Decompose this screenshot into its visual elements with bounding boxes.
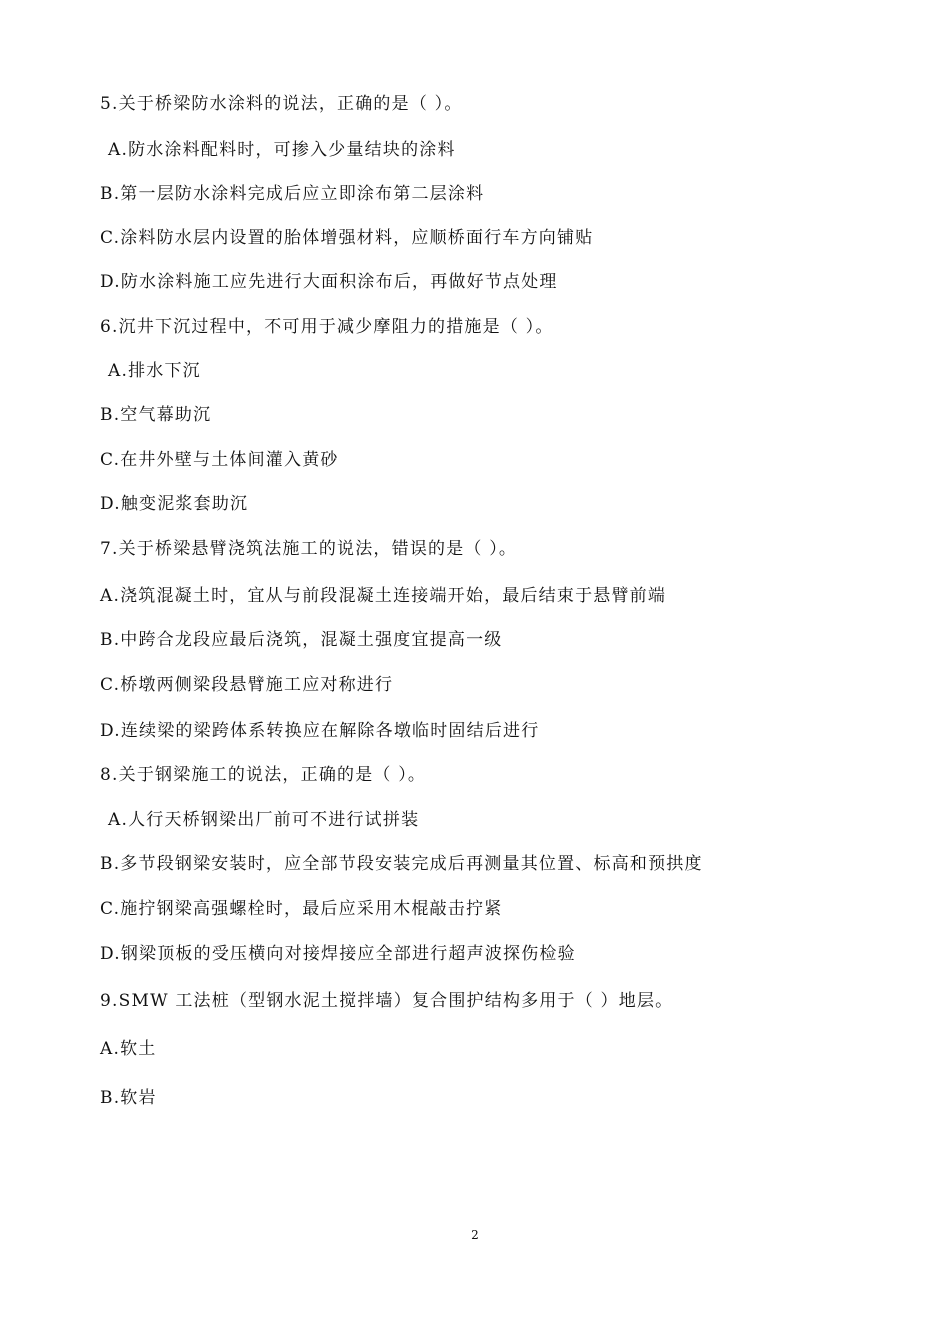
question-5-stem: 5.关于桥梁防水涂料的说法，正确的是（ ）。 bbox=[100, 94, 463, 114]
question-7-option-a: A.浇筑混凝土时，宜从与前段混凝土连接端开始，最后结束于悬臂前端 bbox=[100, 586, 667, 606]
question-7-option-c: C.桥墩两侧梁段悬臂施工应对称进行 bbox=[100, 675, 394, 695]
question-6-option-d: D.触变泥浆套助沉 bbox=[100, 494, 249, 514]
question-7-option-d: D.连续梁的梁跨体系转换应在解除各墩临时固结后进行 bbox=[100, 721, 540, 741]
question-8-option-c: C.施拧钢梁高强螺栓时，最后应采用木棍敲击拧紧 bbox=[100, 899, 503, 919]
question-5-option-a: A.防水涂料配料时，可掺入少量结块的涂料 bbox=[108, 140, 456, 160]
question-8-stem: 8.关于钢梁施工的说法，正确的是（ ）。 bbox=[100, 765, 427, 785]
question-7-option-b: B.中跨合龙段应最后浇筑，混凝土强度宜提高一级 bbox=[100, 630, 503, 650]
question-5-option-b: B.第一层防水涂料完成后应立即涂布第二层涂料 bbox=[100, 184, 485, 204]
question-9-stem: 9.SMW 工法桩（型钢水泥土搅拌墙）复合围护结构多用于（ ）地层。 bbox=[100, 991, 674, 1011]
question-9-option-b: B.软岩 bbox=[100, 1088, 157, 1108]
question-8-option-b: B.多节段钢梁安装时，应全部节段安装完成后再测量其位置、标高和预拱度 bbox=[100, 854, 703, 874]
question-8-option-a: A.人行天桥钢梁出厂前可不进行试拼装 bbox=[108, 810, 420, 830]
question-6-option-a: A.排水下沉 bbox=[108, 361, 201, 381]
page-number: 2 bbox=[471, 1228, 479, 1242]
question-7-stem: 7.关于桥梁悬臂浇筑法施工的说法，错误的是（ ）。 bbox=[100, 539, 518, 559]
question-5-option-d: D.防水涂料施工应先进行大面积涂布后，再做好节点处理 bbox=[100, 272, 558, 292]
question-6-option-b: B.空气幕助沉 bbox=[100, 405, 212, 425]
question-8-option-d: D.钢梁顶板的受压横向对接焊接应全部进行超声波探伤检验 bbox=[100, 944, 576, 964]
question-5-option-c: C.涂料防水层内设置的胎体增强材料，应顺桥面行车方向铺贴 bbox=[100, 228, 594, 248]
question-9-option-a: A.软土 bbox=[100, 1039, 157, 1059]
question-6-stem: 6.沉井下沉过程中，不可用于减少摩阻力的措施是（ ）。 bbox=[100, 317, 554, 337]
question-6-option-c: C.在井外壁与土体间灌入黄砂 bbox=[100, 450, 339, 470]
